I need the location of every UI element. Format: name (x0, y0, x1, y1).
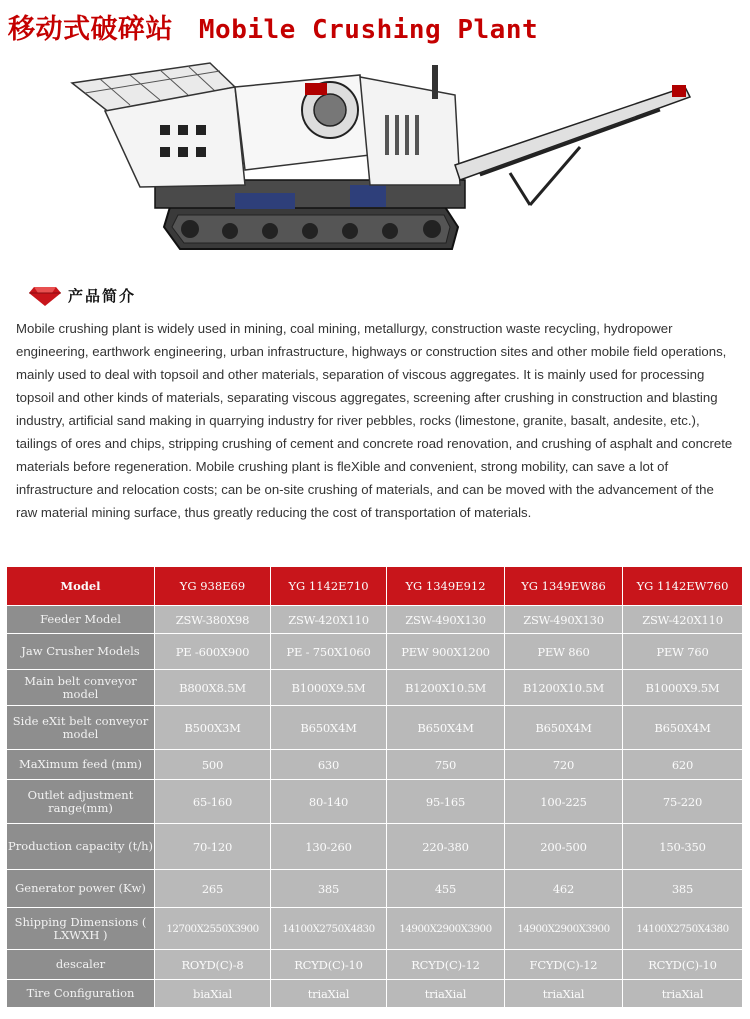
table-cell: B1000X9.5M (271, 670, 387, 706)
table-cell: B1000X9.5M (623, 670, 743, 706)
table-cell: PE -600X900 (155, 634, 271, 670)
table-cell: 65-160 (155, 780, 271, 824)
table-cell: 150-350 (623, 824, 743, 870)
table-cell: FCYD(C)-12 (505, 950, 623, 980)
table-cell: PEW 900X1200 (387, 634, 505, 670)
table-cell: 500 (155, 750, 271, 780)
table-cell: B650X4M (387, 706, 505, 750)
table-cell: triaXial (387, 980, 505, 1008)
table-cell: 385 (623, 870, 743, 908)
table-row (7, 706, 743, 750)
row-label: Jaw Crusher Models (7, 634, 155, 670)
row-label: Generator power (Kw) (7, 870, 155, 908)
table-cell: PE - 750X1060 (271, 634, 387, 670)
table-cell: RCYD(C)-12 (387, 950, 505, 980)
table-row (7, 870, 743, 908)
row-label: Side eXit belt conveyor model (7, 706, 155, 750)
table-cell: 95-165 (387, 780, 505, 824)
table-cell: 75-220 (623, 780, 743, 824)
title-english: Mobile Crushing Plant (198, 15, 539, 45)
table-row (7, 950, 743, 980)
row-label: MaXimum feed (mm) (7, 750, 155, 780)
table-cell: RCYD(C)-10 (623, 950, 743, 980)
row-label: Main belt conveyor model (7, 670, 155, 706)
table-cell: 265 (155, 870, 271, 908)
table-cell: B650X4M (271, 706, 387, 750)
table-row (7, 908, 743, 950)
table-cell: B1200X10.5M (505, 670, 623, 706)
table-cell: 100-225 (505, 780, 623, 824)
table-cell: triaXial (623, 980, 743, 1008)
table-cell: B1200X10.5M (387, 670, 505, 706)
table-header-label: Model (7, 567, 155, 606)
table-cell: 12700X2550X3900 (155, 908, 271, 950)
table-header-model: YG 1349E912 (387, 567, 505, 606)
table-cell: 720 (505, 750, 623, 780)
table-row (7, 670, 743, 706)
table-cell: 630 (271, 750, 387, 780)
table-cell: 70-120 (155, 824, 271, 870)
section-heading-label: 产品简介 (68, 286, 137, 305)
table-header-model: YG 1142EW760 (623, 567, 743, 606)
table-cell: 80-140 (271, 780, 387, 824)
table-cell: ZSW-380X98 (155, 606, 271, 634)
table-header-model: YG 1142E710 (271, 567, 387, 606)
mobile-crushing-plant-image (60, 55, 700, 260)
table-cell: 220-380 (387, 824, 505, 870)
red-diamond-icon (28, 283, 62, 307)
table-cell: 14900X2900X3900 (505, 908, 623, 950)
row-label: Tire Configuration (7, 980, 155, 1008)
table-row (7, 750, 743, 780)
specification-table (6, 566, 743, 1008)
table-row (7, 824, 743, 870)
table-row (7, 980, 743, 1008)
table-cell: PEW 760 (623, 634, 743, 670)
table-row (7, 634, 743, 670)
table-cell: 620 (623, 750, 743, 780)
table-cell: triaXial (271, 980, 387, 1008)
row-label: descaler (7, 950, 155, 980)
row-label: Outlet adjustment range(mm) (7, 780, 155, 824)
product-description: Mobile crushing plant is widely used in mining, coal mining, metallurgy, construction waste recycling, hydropower engineering, earthwork engineering, urban infrastructure, highways or construction sites and other mobile field operations, mainly used to deal with topsoil and other materials, separation of viscous aggregates. It is mainly used for processing topsoil and other kinds of materials, separating viscous aggregates, screening after crushing in construction and blasting industry, artificial sand making in quarrying industry for river pebbles, rocks (limestone, granite, basalt, andesite, etc.), tailings of ores and chips, stripping crushing of cement and concrete road renovation, and crushing of asphalt and concrete materials before regeneration. Mobile crushing plant is fleXible and convenient, strong mobility, can save a lot of infrastructure and relocation costs; can be on-site crushing of materials, and can be moved with the advancement of the raw material mining surface, thus greatly reducing the cost of transportation of materials. (16, 321, 733, 520)
row-label: Feeder Model (7, 606, 155, 634)
table-cell: B650X4M (505, 706, 623, 750)
table-cell: biaXial (155, 980, 271, 1008)
table-cell: 14900X2900X3900 (387, 908, 505, 950)
title-chinese: 移动式破碎站 (8, 14, 173, 45)
table-cell: 385 (271, 870, 387, 908)
table-cell: PEW 860 (505, 634, 623, 670)
table-cell: ZSW-420X110 (271, 606, 387, 634)
section-heading (28, 282, 136, 308)
table-cell: B650X4M (623, 706, 743, 750)
table-row (7, 606, 743, 634)
row-label: Production capacity (t/h) (7, 824, 155, 870)
table-row (7, 780, 743, 824)
table-cell: ZSW-420X110 (623, 606, 743, 634)
table-cell: 14100X2750X4380 (623, 908, 743, 950)
table-cell: ROYD(C)-8 (155, 950, 271, 980)
table-cell: 750 (387, 750, 505, 780)
table-header-row (7, 567, 743, 606)
table-cell: 130-260 (271, 824, 387, 870)
table-cell: triaXial (505, 980, 623, 1008)
table-cell: B500X3M (155, 706, 271, 750)
page-title (8, 10, 538, 50)
table-header-model: YG 1349EW86 (505, 567, 623, 606)
table-cell: 14100X2750X4830 (271, 908, 387, 950)
table-cell: RCYD(C)-10 (271, 950, 387, 980)
table-cell: ZSW-490X130 (505, 606, 623, 634)
table-cell: 455 (387, 870, 505, 908)
table-cell: ZSW-490X130 (387, 606, 505, 634)
table-header-model: YG 938E69 (155, 567, 271, 606)
table-cell: 462 (505, 870, 623, 908)
table-cell: B800X8.5M (155, 670, 271, 706)
row-label: Shipping Dimensions ( LXWXH ) (7, 908, 155, 950)
table-cell: 200-500 (505, 824, 623, 870)
